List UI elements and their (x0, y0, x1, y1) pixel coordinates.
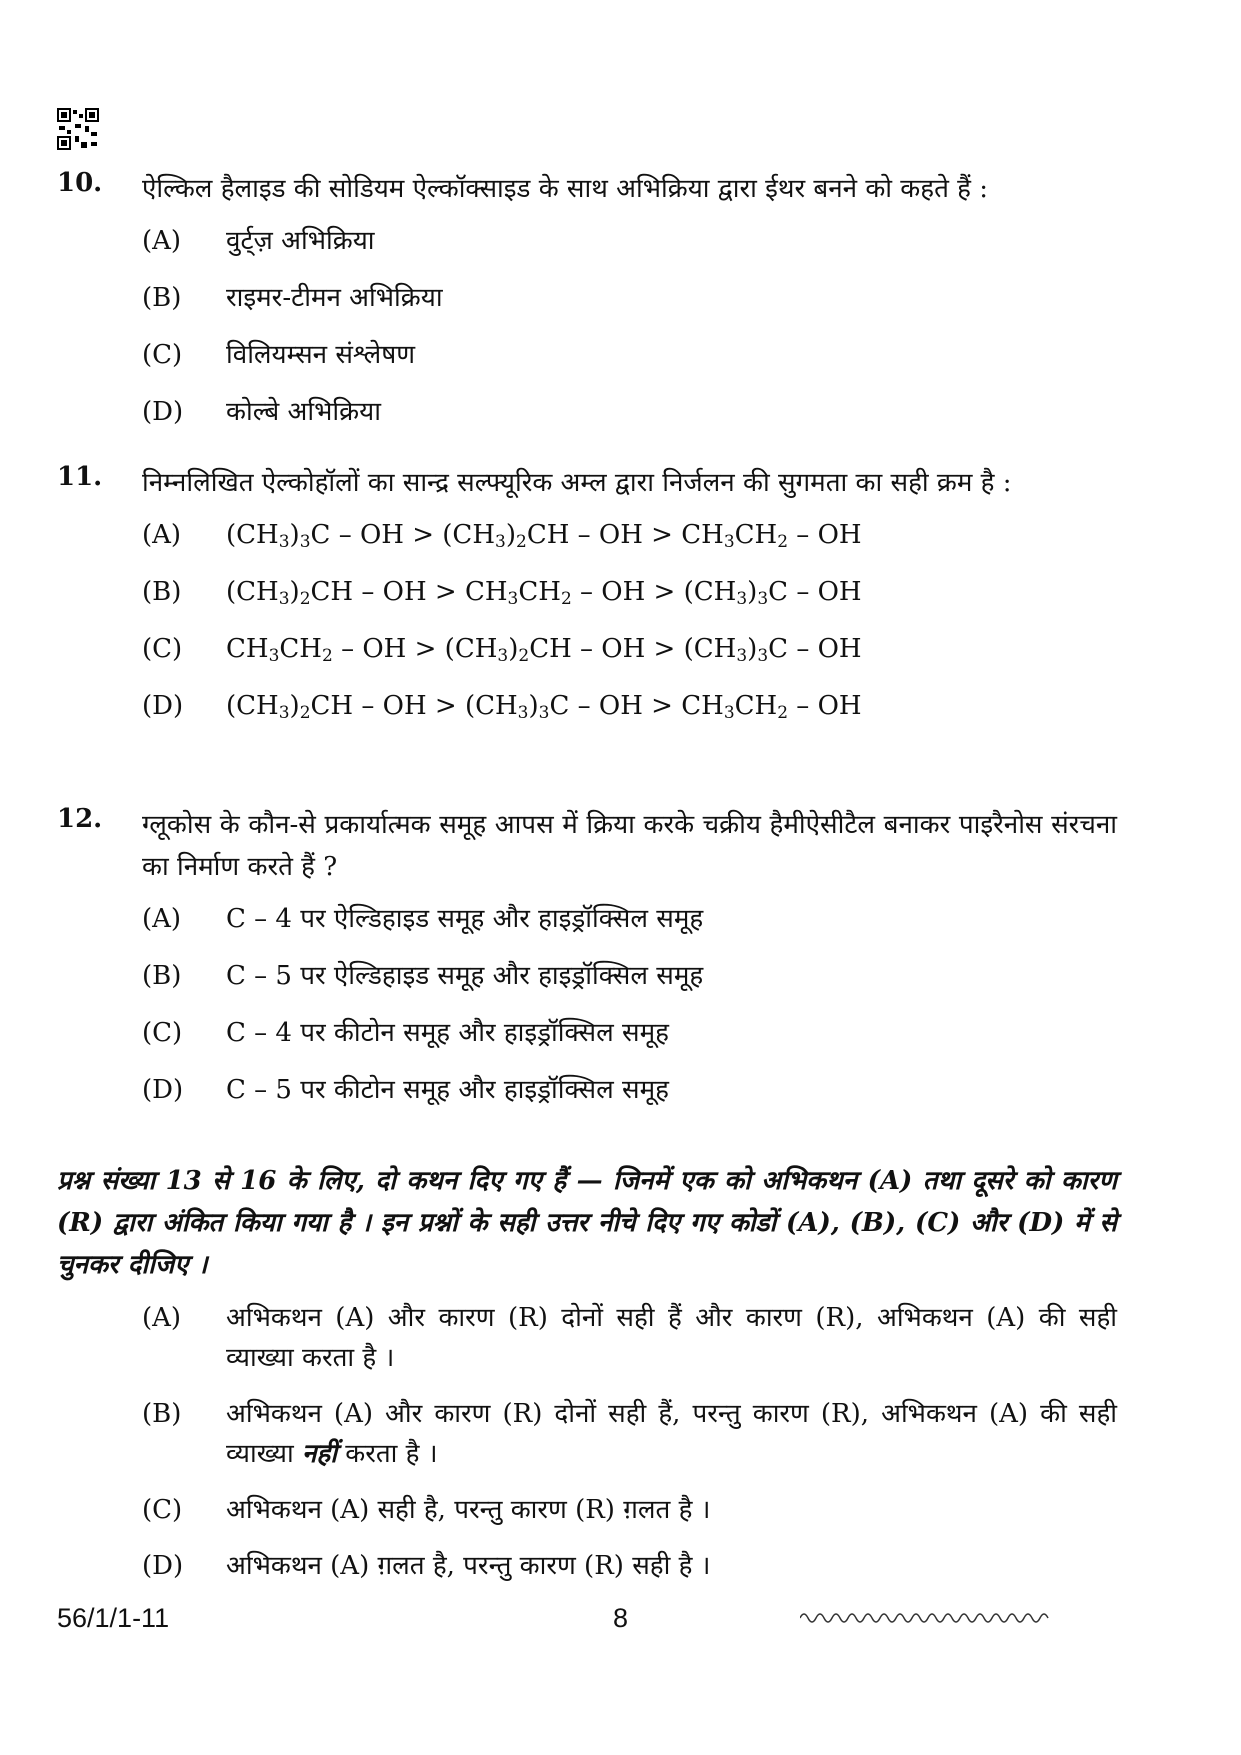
question-11 (57, 462, 1117, 742)
option-text: C – 4 पर कीटोन समूह और हाइड्रॉक्सिल समूह (226, 1018, 669, 1048)
option-label: (B) (142, 961, 182, 991)
option-label: (D) (142, 397, 184, 427)
option (142, 220, 1117, 277)
option (142, 277, 1117, 334)
option (142, 1546, 1117, 1586)
question-text: ग्लूकोस के कौन-से प्रकार्यात्मक समूह आपस में क्रिया करके चक्रीय हैमीऐसीटैल बनाकर पाइरैनोस संरचना का निर्माण करते हैं ? (142, 810, 1117, 882)
option (142, 1490, 1117, 1530)
option (142, 1012, 1117, 1069)
option-text: अभिकथन (A) और कारण (R) दोनों सही हैं और कारण (R), अभिकथन (A) की सही व्याख्या करता है । (226, 1303, 1117, 1373)
option (142, 685, 1117, 742)
option-label: (C) (142, 340, 183, 370)
question-text: निम्नलिखित ऐल्कोहॉलों का सान्द्र सल्फ्यूरिक अम्ल द्वारा निर्जलन की सुगमता का सही क्रम है : (142, 468, 1012, 498)
option-label: (A) (142, 1303, 182, 1333)
option-text: अभिकथन (A) ग़लत है, परन्तु कारण (R) सही है । (226, 1551, 711, 1581)
option-label: (B) (142, 1399, 182, 1429)
option-text: अभिकथन (A) और कारण (R) दोनों सही हैं, परन्तु कारण (R), अभिकथन (A) की सही व्याख्या नहीं करता है । (226, 1399, 1117, 1469)
option-text: वुर्ट्ज़ अभिक्रिया (226, 226, 375, 256)
option-text: कोल्बे अभिक्रिया (226, 397, 381, 427)
option-text: अभिकथन (A) सही है, परन्तु कारण (R) ग़लत है । (226, 1495, 711, 1525)
option-label: (D) (142, 1075, 184, 1105)
option-text: C – 5 पर ऐल्डिहाइड समूह और हाइड्रॉक्सिल समूह (226, 961, 704, 991)
question-text: ऐल्किल हैलाइड की सोडियम ऐल्कॉक्साइड के साथ अभिक्रिया द्वारा ईथर बनने को कहते हैं : (142, 174, 988, 204)
option-label: (D) (142, 1551, 184, 1581)
option (142, 514, 1117, 571)
option-text: विलियम्सन संश्लेषण (226, 340, 416, 370)
paper-code: 56/1/1-11 (57, 1603, 170, 1633)
option-label: (C) (142, 634, 183, 664)
option (142, 391, 1117, 448)
option (142, 628, 1117, 685)
option-label: (D) (142, 691, 184, 721)
option (142, 1069, 1117, 1126)
qr-code-icon (57, 108, 99, 150)
option-label: (B) (142, 577, 182, 607)
option-label: (A) (142, 520, 182, 550)
question-number: 10. (57, 168, 103, 198)
question-12 (57, 804, 1117, 1126)
option (142, 898, 1117, 955)
question-10 (57, 168, 1117, 448)
assertion-reason-options (142, 1298, 1117, 1586)
option-label: (C) (142, 1495, 183, 1525)
option-text: C – 5 पर कीटोन समूह और हाइड्रॉक्सिल समूह (226, 1075, 669, 1105)
option (142, 1298, 1117, 1378)
option-label: (B) (142, 283, 182, 313)
formula: $(CH_3)_3C$ – OH > $(CH_3)_2CH$ – OH > $CH_3CH_2$ – OH (226, 520, 862, 552)
formula: $(CH_3)_2CH$ – OH > $CH_3CH_2$ – OH > $(CH_3)_3C$ – OH (226, 577, 862, 609)
question-number: 11. (57, 462, 103, 492)
assertion-reason-instruction: प्रश्न संख्या 13 से 16 के लिए, दो कथन दिए गए हैं — जिनमें एक को अभिकथन (A) तथा दूसरे को कारण (R) द्वारा अंकित किया गया है । इन प्रश्नों के सही उत्तर नीचे दिए गए कोडों (A), (B), (C) और (D) में से चुनकर दीजिए । (57, 1166, 1117, 1280)
page-number: 8 (612, 1603, 629, 1633)
option-text: C – 4 पर ऐल्डिहाइड समूह और हाइड्रॉक्सिल समूह (226, 904, 704, 934)
option-label: (C) (142, 1018, 183, 1048)
question-number: 12. (57, 804, 103, 834)
option (142, 334, 1117, 391)
formula: $(CH_3)_2CH$ – OH > $(CH_3)_3C$ – OH > $CH_3CH_2$ – OH (226, 691, 862, 723)
option (142, 571, 1117, 628)
option-label: (A) (142, 904, 182, 934)
emphasis-text: नहीं (302, 1439, 337, 1469)
formula: $CH_3CH_2$ – OH > $(CH_3)_2CH$ – OH > $(CH_3)_3C$ – OH (226, 634, 862, 666)
option-text: राइमर-टीमन अभिक्रिया (226, 283, 443, 313)
option (142, 955, 1117, 1012)
option-label: (A) (142, 226, 182, 256)
wavy-line-icon (800, 1608, 1055, 1628)
option (142, 1394, 1117, 1474)
